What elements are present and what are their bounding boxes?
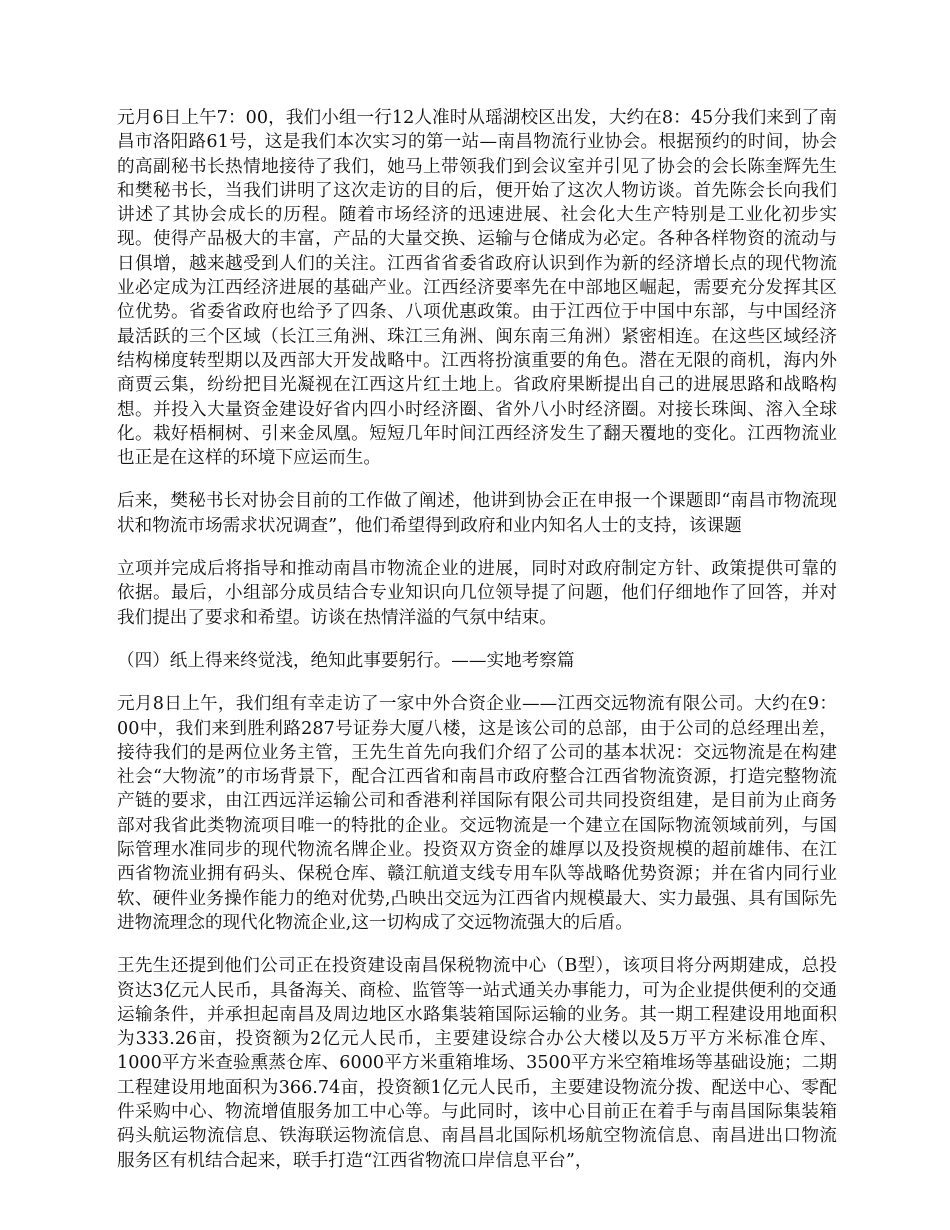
section-heading-field-visit: （四）纸上得来终觉浅，绝知此事要躬行。——实地考察篇 bbox=[117, 650, 575, 671]
paragraph-interview-conclusion: 立项并完成后将指导和推动南昌市物流企业的进展，同时对政府制定方针、政策提供可靠的依据。最后，小组部分成员结合专业知识向几位领导提了问题，他们仔细地作了回答，并对我们提出了要求和希望。访谈在热情洋溢的气氛中结束。 bbox=[117, 559, 837, 628]
document-body bbox=[117, 106, 837, 1192]
paragraph-association-visit: 元月6日上午7：00，我们小组一行12人准时从瑶湖校区出发，大约在8：45分我们来到了南昌市洛阳路61号，这是我们本次实习的第一站—南昌物流行业协会。根据预约的时间，协会的高副秘书长热情地接待了我们，她马上带领我们到会议室并引见了协会的会长陈奎辉先生和樊秘书长，当我们讲明了这次走访的目的后，便开始了这次人物访谈。首先陈会长向我们讲述了其协会成长的历程。随着市场经济的迅速进展、社会化大生产特别是工业化初步实现。使得产品极大的丰富，产品的大量交换、运输与仓储成为必定。各种各样物资的流动与日俱增，越来越受到人们的关注。江西省省委省政府认识到作为新的经济增长点的现代物流业必定成为江西经济进展的基础产业。江西经济要率先在中部地区崛起，需要充分发挥其区位优势。省委省政府也给予了四条、八项优惠政策。由于江西位于中国中东部，与中国经济最活跃的三个区域（长江三角洲、珠江三角洲、闽东南三角洲）紧密相连。在这些区域经济结构梯度转型期以及西部大开发战略中。江西将扮演重要的角色。潜在无限的商机，海内外商贾云集，纷纷把目光凝视在江西这片红土地上。省政府果断提出自己的进展思路和战略构想。并投入大量资金建设好省内四小时经济圈、省外八小时经济圈。对接长珠闽、溶入全球化。栽好梧桐树、引来金凤凰。短短几年时间江西经济发生了翻天覆地的变化。江西物流业也正是在这样的环境下应运而生。 bbox=[117, 108, 837, 469]
paragraph-secretary-remarks: 后来，樊秘书长对协会目前的工作做了阐述，他讲到协会正在申报一个课题即“南昌市物流现状和物流市场需求状况调查”，他们希望得到政府和业内知名人士的支持，该课题 bbox=[117, 491, 837, 536]
paragraph-company-visit: 元月8日上午，我们组有幸走访了一家中外合资企业——江西交远物流有限公司。大约在9：00中，我们来到胜利路287号证券大厦八楼，这是该公司的总部，由于公司的总经理出差，接待我们的是两位业务主管，王先生首先向我们介绍了公司的基本状况：交远物流是在构建社会“大物流”的市场背景下，配合江西省和南昌市政府整合江西省物流资源，打造完整物流产链的要求，由江西远洋运输公司和香港利祥国际有限公司共同投资组建，是目前为止商务部对我省此类物流项目唯一的特批的企业。交远物流是一个建立在国际物流领域前列，与国际管理水准同步的现代物流名牌企业。投资双方资金的雄厚以及投资规模的超前雄伟、在江西省物流业拥有码头、保税仓库、赣江航道支线专用车队等战略优势资源；并在省内同行业软、硬件业务操作能力的绝对优势,凸映出交远为江西省内规模最大、实力最强、具有国际先进物流理念的现代化物流企业,这一切构成了交远物流强大的后盾。 bbox=[117, 694, 837, 933]
paragraph-bonded-logistics-center: 王先生还提到他们公司正在投资建设南昌保税物流中心（B型），该项目将分两期建成，总投资达3亿元人民币，具备海关、商检、监管等一站式通关办事能力，可为企业提供便利的交通运输条件，并承担起南昌及周边地区水路集装箱国际运输的业务。其一期工程建设用地面积为333.26亩，投资额为2亿元人民币，主要建设综合办公大楼以及5万平方米标准仓库、1000平方米查验熏蒸仓库、6000平方米重箱堆场、3500平方米空箱堆场等基础设施；二期工程建设用地面积为366.74亩，投资额1亿元人民币，主要建设物流分拨、配送中心、零配件采购中心、物流增值服务加工中心等。与此同时，该中心目前正在着手与南昌国际集装箱码头航运物流信息、铁海联运物流信息、南昌昌北国际机场航空物流信息、南昌进出口物流服务区有机结合起来，联手打造“江西省物流口岸信息平台”， bbox=[117, 956, 837, 1171]
